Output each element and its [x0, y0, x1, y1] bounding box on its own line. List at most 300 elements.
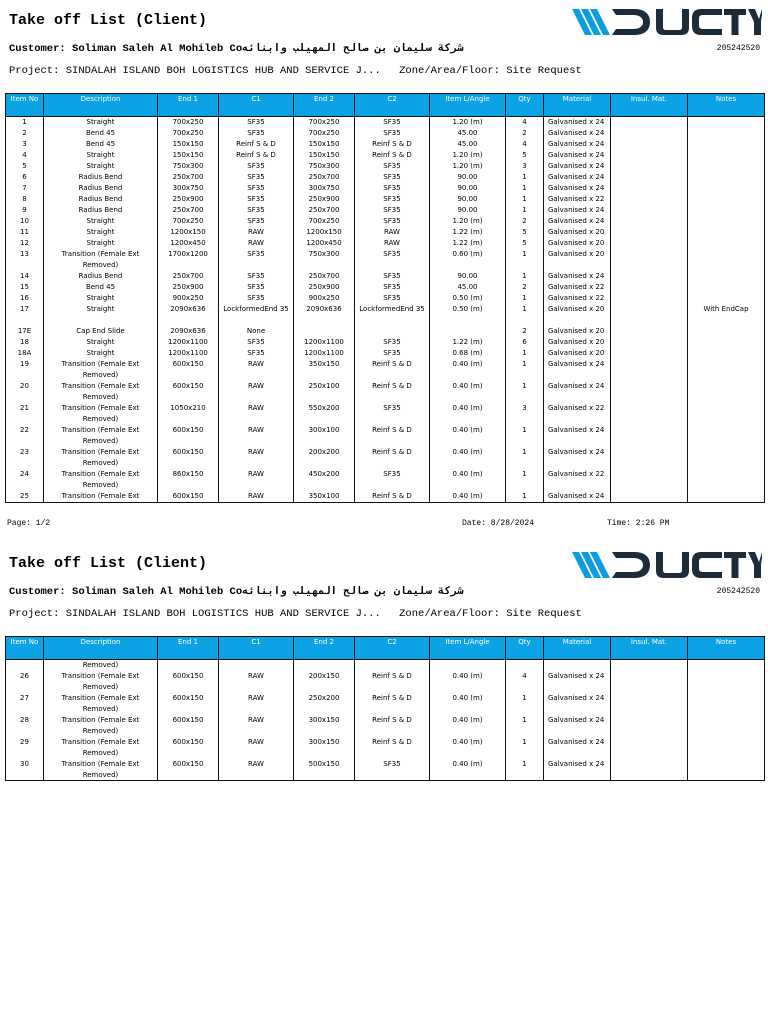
- cell-c2: Reinf S & D: [355, 715, 430, 737]
- cell-description: Transition (Female Ext Removed): [44, 447, 158, 469]
- cell-description: Transition (Female Ext Removed): [44, 359, 158, 381]
- cell-end-2: 300x750: [294, 183, 355, 194]
- cell-c2: [355, 326, 430, 337]
- cell-insul-mat: [611, 359, 688, 381]
- cell-end-2: 200x150: [294, 671, 355, 693]
- cell-insul-mat: [611, 282, 688, 293]
- customer-name-arabic: شركة سليمان بن صالح المهيلب وابنائه: [242, 586, 464, 598]
- table-row: [6, 759, 765, 781]
- cell-end-1: 250x900: [158, 194, 219, 205]
- cell-c1: SF35: [219, 216, 294, 227]
- cell-end-2: 250x900: [294, 194, 355, 205]
- cell-end-1: 1200x150: [158, 227, 219, 238]
- cell-item-no: 27: [6, 693, 44, 715]
- cell-description: Radius Bend: [44, 194, 158, 205]
- customer-label: Customer:: [9, 43, 66, 55]
- column-header-qty: Qty: [506, 94, 544, 117]
- ducty-logo-icon: [572, 7, 762, 39]
- cell-item-no: 30: [6, 759, 44, 781]
- cell-description: Transition (Female Ext: [44, 491, 158, 502]
- cell-c2: SF35: [355, 282, 430, 293]
- cell-qty: 4: [506, 139, 544, 150]
- table-row: [6, 359, 765, 381]
- cell-insul-mat: [611, 403, 688, 425]
- cell-item-no: 26: [6, 671, 44, 693]
- cell-c2: SF35: [355, 469, 430, 491]
- cell-item-length-angle: 0.40 (m): [430, 469, 506, 491]
- reference-number: 205242520: [716, 587, 760, 596]
- table-row: [6, 282, 765, 293]
- column-header-end-1: End 1: [158, 94, 219, 117]
- cell-qty: 3: [506, 161, 544, 172]
- table-row: [6, 671, 765, 693]
- cell-c2: SF35: [355, 271, 430, 282]
- cell-insul-mat: [611, 348, 688, 359]
- cell-end-1: 860x150: [158, 469, 219, 491]
- cell-material: Galvanised x 24: [544, 737, 611, 759]
- cell-description: Transition (Female Ext Removed): [44, 403, 158, 425]
- cell-end-2: [294, 660, 355, 671]
- zone-value: Site Request: [506, 608, 582, 620]
- cell-material: Galvanised x 22: [544, 282, 611, 293]
- cell-item-length-angle: 1.22 (m): [430, 337, 506, 348]
- cell-insul-mat: [611, 183, 688, 194]
- cell-end-1: [158, 660, 219, 671]
- table-row: [6, 293, 765, 304]
- customer-name-arabic: شركة سليمان بن صالح المهيلب وابنائه: [242, 43, 464, 55]
- cell-end-1: 150x150: [158, 139, 219, 150]
- cell-end-1: 700x250: [158, 128, 219, 139]
- cell-description: Straight: [44, 337, 158, 348]
- cell-end-2: 700x250: [294, 216, 355, 227]
- cell-item-length-angle: 0.40 (m): [430, 759, 506, 781]
- cell-insul-mat: [611, 671, 688, 693]
- cell-item-no: 18: [6, 337, 44, 348]
- cell-c2: Reinf S & D: [355, 359, 430, 381]
- table-row: [6, 271, 765, 282]
- cell-end-1: 700x250: [158, 117, 219, 128]
- cell-material: Galvanised x 24: [544, 359, 611, 381]
- cell-material: Galvanised x 20: [544, 348, 611, 359]
- cell-item-length-angle: 90.00: [430, 172, 506, 183]
- cell-end-2: 300x150: [294, 715, 355, 737]
- cell-insul-mat: [611, 381, 688, 403]
- cell-qty: 1: [506, 693, 544, 715]
- cell-end-1: 600x150: [158, 491, 219, 502]
- cell-notes: [688, 348, 765, 359]
- cell-end-2: 350x100: [294, 491, 355, 502]
- cell-end-2: 1200x450: [294, 238, 355, 249]
- cell-end-2: [294, 326, 355, 337]
- cell-end-2: 500x150: [294, 759, 355, 781]
- cell-item-length-angle: 90.00: [430, 194, 506, 205]
- page-title: Take off List (Client): [9, 555, 208, 572]
- cell-qty: 1: [506, 759, 544, 781]
- cell-notes: [688, 403, 765, 425]
- cell-end-1: 1200x1100: [158, 337, 219, 348]
- table-row: [6, 227, 765, 238]
- cell-notes: [688, 447, 765, 469]
- table-row: [6, 139, 765, 150]
- table-row: [6, 693, 765, 715]
- cell-end-1: 2090x636: [158, 326, 219, 337]
- table-row: [6, 249, 765, 271]
- column-header-material: Material: [544, 94, 611, 117]
- cell-description: Radius Bend: [44, 205, 158, 216]
- cell-c2: SF35: [355, 403, 430, 425]
- column-header-insul-mat: Insul. Mat.: [611, 637, 688, 660]
- cell-item-length-angle: [430, 326, 506, 337]
- cell-item-no: 15: [6, 282, 44, 293]
- cell-insul-mat: [611, 326, 688, 337]
- cell-end-2: 150x150: [294, 150, 355, 161]
- cell-end-2: 250x700: [294, 205, 355, 216]
- cell-material: Galvanised x 22: [544, 469, 611, 491]
- cell-end-2: 250x700: [294, 271, 355, 282]
- cell-item-length-angle: 0.68 (m): [430, 348, 506, 359]
- table-row: [6, 205, 765, 216]
- cell-item-no: 21: [6, 403, 44, 425]
- table-row: [6, 737, 765, 759]
- cell-item-length-angle: 0.40 (m): [430, 381, 506, 403]
- cell-description: Bend 45: [44, 282, 158, 293]
- cell-c2: Reinf S & D: [355, 737, 430, 759]
- cell-item-length-angle: 90.00: [430, 183, 506, 194]
- cell-material: Galvanised x 24: [544, 216, 611, 227]
- column-header-material: Material: [544, 637, 611, 660]
- page-title: Take off List (Client): [9, 12, 208, 29]
- table-row: [6, 128, 765, 139]
- cell-material: Galvanised x 22: [544, 293, 611, 304]
- table-row: [6, 161, 765, 172]
- cell-notes: [688, 194, 765, 205]
- cell-end-2: 150x150: [294, 139, 355, 150]
- cell-c1: RAW: [219, 403, 294, 425]
- cell-material: Galvanised x 24: [544, 117, 611, 128]
- cell-c2: SF35: [355, 117, 430, 128]
- cell-end-1: 600x150: [158, 715, 219, 737]
- cell-item-no: 12: [6, 238, 44, 249]
- table-row: [6, 194, 765, 205]
- cell-notes: [688, 293, 765, 304]
- table-header-row: [6, 637, 765, 660]
- cell-description: Radius Bend: [44, 271, 158, 282]
- cell-description: Straight: [44, 348, 158, 359]
- cell-insul-mat: [611, 205, 688, 216]
- cell-qty: 1: [506, 491, 544, 502]
- cell-c1: Reinf S & D: [219, 150, 294, 161]
- cell-c1: RAW: [219, 227, 294, 238]
- cell-item-no: 8: [6, 194, 44, 205]
- cell-description: Straight: [44, 238, 158, 249]
- cell-end-2: 450x200: [294, 469, 355, 491]
- cell-item-length-angle: 1.22 (m): [430, 238, 506, 249]
- cell-c2: RAW: [355, 238, 430, 249]
- cell-material: Galvanised x 24: [544, 271, 611, 282]
- cell-c2: SF35: [355, 183, 430, 194]
- cell-item-length-angle: 0.40 (m): [430, 491, 506, 502]
- cell-item-length-angle: [430, 660, 506, 671]
- column-header-description: Description: [44, 637, 158, 660]
- cell-end-2: 700x250: [294, 128, 355, 139]
- cell-c2: RAW: [355, 227, 430, 238]
- cell-end-1: 1200x1100: [158, 348, 219, 359]
- column-header-end-1: End 1: [158, 637, 219, 660]
- table-row: [6, 304, 765, 326]
- cell-item-no: 17: [6, 304, 44, 326]
- cell-c1: SF35: [219, 161, 294, 172]
- cell-qty: 1: [506, 249, 544, 271]
- cell-item-no: 11: [6, 227, 44, 238]
- report-page-2: [0, 543, 768, 803]
- cell-end-2: 250x100: [294, 381, 355, 403]
- cell-insul-mat: [611, 693, 688, 715]
- cell-end-2: 2090x636: [294, 304, 355, 326]
- zone-value: Site Request: [506, 65, 582, 77]
- cell-qty: 1: [506, 381, 544, 403]
- cell-description: Straight: [44, 150, 158, 161]
- cell-item-no: [6, 660, 44, 671]
- cell-description: Straight: [44, 117, 158, 128]
- cell-material: Galvanised x 20: [544, 227, 611, 238]
- cell-c1: RAW: [219, 491, 294, 502]
- cell-end-1: 150x150: [158, 150, 219, 161]
- cell-qty: 6: [506, 337, 544, 348]
- cell-insul-mat: [611, 304, 688, 326]
- cell-material: Galvanised x 24: [544, 381, 611, 403]
- cell-c1: RAW: [219, 359, 294, 381]
- cell-notes: [688, 227, 765, 238]
- cell-insul-mat: [611, 139, 688, 150]
- cell-c2: Reinf S & D: [355, 491, 430, 502]
- project-name: SINDALAH ISLAND BOH LOGISTICS HUB AND SERVICE J...: [65, 65, 381, 77]
- cell-qty: 1: [506, 359, 544, 381]
- column-header-description: Description: [44, 94, 158, 117]
- cell-c2: SF35: [355, 128, 430, 139]
- cell-insul-mat: [611, 660, 688, 671]
- cell-notes: [688, 172, 765, 183]
- cell-qty: 1: [506, 469, 544, 491]
- cell-item-no: 14: [6, 271, 44, 282]
- cell-material: Galvanised x 20: [544, 249, 611, 271]
- cell-end-1: 600x150: [158, 737, 219, 759]
- table-header-row: [6, 94, 765, 117]
- cell-qty: 1: [506, 425, 544, 447]
- cell-insul-mat: [611, 715, 688, 737]
- cell-c1: SF35: [219, 172, 294, 183]
- cell-insul-mat: [611, 337, 688, 348]
- cell-notes: [688, 469, 765, 491]
- cell-notes: [688, 381, 765, 403]
- cell-c1: SF35: [219, 117, 294, 128]
- cell-notes: [688, 693, 765, 715]
- cell-item-no: 22: [6, 425, 44, 447]
- cell-c1: SF35: [219, 271, 294, 282]
- cell-c2: Reinf S & D: [355, 139, 430, 150]
- cell-notes: [688, 326, 765, 337]
- column-header-end-2: End 2: [294, 94, 355, 117]
- cell-insul-mat: [611, 128, 688, 139]
- cell-qty: 1: [506, 271, 544, 282]
- customer-name: Soliman Saleh Al Mohileb Co: [72, 43, 243, 55]
- cell-description: Straight: [44, 161, 158, 172]
- cell-insul-mat: [611, 271, 688, 282]
- cell-notes: [688, 238, 765, 249]
- cell-qty: 3: [506, 403, 544, 425]
- column-header-item-no: Item No: [6, 637, 44, 660]
- cell-item-length-angle: 90.00: [430, 271, 506, 282]
- cell-material: Galvanised x 24: [544, 759, 611, 781]
- cell-notes: [688, 671, 765, 693]
- cell-notes: [688, 660, 765, 671]
- project-line: [9, 608, 582, 620]
- column-header-c2: C2: [355, 637, 430, 660]
- project-name: SINDALAH ISLAND BOH LOGISTICS HUB AND SERVICE J...: [65, 608, 381, 620]
- cell-item-no: 23: [6, 447, 44, 469]
- cell-c2: SF35: [355, 293, 430, 304]
- cell-item-length-angle: 45.00: [430, 139, 506, 150]
- cell-end-1: 1200x450: [158, 238, 219, 249]
- cell-material: Galvanised x 22: [544, 403, 611, 425]
- cell-qty: 2: [506, 326, 544, 337]
- column-header-end-2: End 2: [294, 637, 355, 660]
- cell-item-length-angle: 45.00: [430, 128, 506, 139]
- cell-item-no: 6: [6, 172, 44, 183]
- cell-material: Galvanised x 24: [544, 183, 611, 194]
- cell-material: Galvanised x 24: [544, 205, 611, 216]
- cell-end-1: 750x300: [158, 161, 219, 172]
- cell-end-1: 300x750: [158, 183, 219, 194]
- cell-item-no: 16: [6, 293, 44, 304]
- ducty-logo-icon: [572, 550, 762, 582]
- cell-end-2: 700x250: [294, 117, 355, 128]
- cell-material: Galvanised x 24: [544, 491, 611, 502]
- cell-c2: SF35: [355, 205, 430, 216]
- cell-end-1: 2090x636: [158, 304, 219, 326]
- cell-end-1: 250x900: [158, 282, 219, 293]
- table-row: [6, 381, 765, 403]
- cell-c1: SF35: [219, 205, 294, 216]
- table-row: [6, 150, 765, 161]
- cell-end-2: 550x200: [294, 403, 355, 425]
- cell-item-no: 7: [6, 183, 44, 194]
- cell-description: Transition (Female Ext Removed): [44, 381, 158, 403]
- report-time: Time: 2:26 PM: [607, 519, 670, 528]
- cell-item-length-angle: 45.00: [430, 282, 506, 293]
- cell-insul-mat: [611, 238, 688, 249]
- cell-insul-mat: [611, 117, 688, 128]
- project-line: [9, 65, 582, 77]
- cell-description: Transition (Female Ext Removed): [44, 759, 158, 781]
- cell-notes: With EndCap: [688, 304, 765, 326]
- cell-end-2: 250x200: [294, 693, 355, 715]
- cell-insul-mat: [611, 172, 688, 183]
- cell-end-1: 1050x210: [158, 403, 219, 425]
- cell-end-2: 750x300: [294, 249, 355, 271]
- cell-end-2: 1200x1100: [294, 337, 355, 348]
- cell-c2: SF35: [355, 161, 430, 172]
- cell-c1: RAW: [219, 671, 294, 693]
- cell-c1: SF35: [219, 183, 294, 194]
- cell-insul-mat: [611, 425, 688, 447]
- cell-c1: RAW: [219, 425, 294, 447]
- cell-item-no: 13: [6, 249, 44, 271]
- cell-c1: RAW: [219, 737, 294, 759]
- table-row: [6, 183, 765, 194]
- cell-qty: 2: [506, 128, 544, 139]
- cell-c2: LockformedEnd 35: [355, 304, 430, 326]
- cell-material: Galvanised x 20: [544, 238, 611, 249]
- customer-name: Soliman Saleh Al Mohileb Co: [72, 586, 243, 598]
- cell-end-1: 250x700: [158, 271, 219, 282]
- cell-end-1: 600x150: [158, 759, 219, 781]
- cell-qty: 2: [506, 216, 544, 227]
- cell-qty: 1: [506, 304, 544, 326]
- cell-c1: [219, 660, 294, 671]
- reference-number: 205242520: [716, 44, 760, 53]
- cell-description: Straight: [44, 216, 158, 227]
- cell-description: Cap End Slide: [44, 326, 158, 337]
- cell-notes: [688, 161, 765, 172]
- cell-item-length-angle: 0.40 (m): [430, 715, 506, 737]
- cell-c1: RAW: [219, 447, 294, 469]
- cell-material: Galvanised x 24: [544, 139, 611, 150]
- cell-description: Transition (Female Ext Removed): [44, 693, 158, 715]
- cell-end-1: 1700x1200: [158, 249, 219, 271]
- cell-c1: SF35: [219, 282, 294, 293]
- zone-label: Zone/Area/Floor:: [399, 608, 500, 620]
- cell-item-length-angle: 0.40 (m): [430, 403, 506, 425]
- project-label: Project:: [9, 608, 60, 620]
- cell-description: Straight: [44, 227, 158, 238]
- cell-c2: SF35: [355, 348, 430, 359]
- cell-qty: 1: [506, 348, 544, 359]
- table-row: [6, 660, 765, 671]
- cell-notes: [688, 759, 765, 781]
- column-header-item-length-angle: Item L/Angle: [430, 94, 506, 117]
- cell-c1: RAW: [219, 759, 294, 781]
- report-date: Date: 8/28/2024: [462, 519, 535, 528]
- cell-item-no: 29: [6, 737, 44, 759]
- cell-c1: RAW: [219, 715, 294, 737]
- cell-description: Transition (Female Ext Removed): [44, 425, 158, 447]
- column-header-c2: C2: [355, 94, 430, 117]
- cell-item-no: 10: [6, 216, 44, 227]
- table-body: [6, 660, 765, 781]
- cell-description: Straight: [44, 304, 158, 326]
- cell-notes: [688, 216, 765, 227]
- cell-c1: RAW: [219, 469, 294, 491]
- cell-end-1: 600x150: [158, 381, 219, 403]
- cell-c1: SF35: [219, 194, 294, 205]
- cell-item-length-angle: 1.22 (m): [430, 227, 506, 238]
- table-row: [6, 425, 765, 447]
- table-row: [6, 172, 765, 183]
- cell-item-no: 28: [6, 715, 44, 737]
- table-body: [6, 117, 765, 503]
- column-header-c1: C1: [219, 637, 294, 660]
- cell-insul-mat: [611, 491, 688, 502]
- cell-description: Transition (Female Ext Removed): [44, 737, 158, 759]
- cell-insul-mat: [611, 759, 688, 781]
- cell-material: Galvanised x 20: [544, 326, 611, 337]
- cell-qty: 1: [506, 194, 544, 205]
- cell-material: Galvanised x 24: [544, 447, 611, 469]
- column-header-notes: Notes: [688, 94, 765, 117]
- column-header-notes: Notes: [688, 637, 765, 660]
- customer-label: Customer:: [9, 586, 66, 598]
- cell-qty: 4: [506, 671, 544, 693]
